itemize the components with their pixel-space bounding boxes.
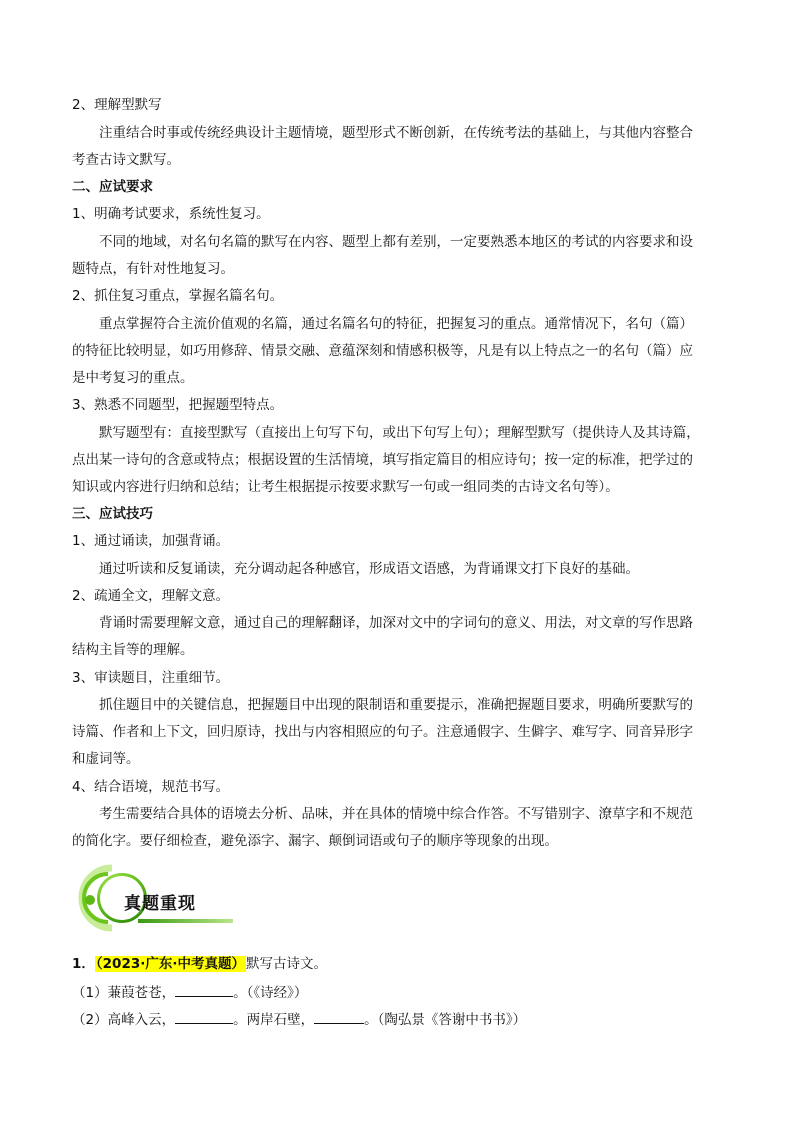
question-1-sub-2 bbox=[72, 1009, 526, 1029]
paragraph-line: 考生需要结合具体的语境去分析、品味，并在具体的情境中综合作答。不写错别字、潦草字和不规范 bbox=[99, 806, 693, 822]
item-title: 3、熟悉不同题型，把握题型特点。 bbox=[72, 397, 284, 413]
paragraph-line: 知识或内容进行归纳和总结；让考生根据提示按要求默写一句或一组同类的古诗文名句等）。 bbox=[72, 479, 619, 495]
paragraph-line: 是中考复习的重点。 bbox=[72, 370, 194, 386]
banner-title: 真题重现 bbox=[124, 894, 196, 914]
paragraph-line: 的简化字。要仔细检查，避免添字、漏字、颠倒词语或句子的顺序等现象的出现。 bbox=[72, 833, 558, 849]
section-heading-techniques: 三、应试技巧 bbox=[72, 506, 153, 522]
paragraph-line: 通过听读和反复诵读，充分调动起各种感官，形成语文语感，为背诵课文打下良好的基础。 bbox=[99, 561, 639, 577]
item-title: 3、审读题目，注重细节。 bbox=[72, 670, 230, 686]
paragraph-line: 注重结合时事或传统经典设计主题情境，题型形式不断创新，在传统考法的基础上，与其他内容整合 bbox=[99, 125, 693, 141]
paragraph-line: 重点掌握符合主流价值观的名篇，通过名篇名句的特征，把握复习的重点。通常情况下，名句（篇） bbox=[99, 316, 693, 332]
paragraph-line: 结构主旨等的理解。 bbox=[72, 642, 194, 658]
paragraph-line: 背诵时需要理解文意，通过自己的理解翻译，加深对文中的字词句的意义、用法，对文章的写作思路 bbox=[99, 615, 693, 631]
question-1-sub-1 bbox=[72, 982, 307, 1002]
question-1-header bbox=[72, 955, 327, 973]
paragraph-line: 点出某一诗句的含意或特点；根据设置的生活情境，填写指定篇目的相应诗句；按一定的标准，把学过的 bbox=[72, 452, 693, 468]
item-title: 1、通过诵读，加强背诵。 bbox=[72, 533, 230, 549]
paragraph-line: 考查古诗文默写。 bbox=[72, 152, 180, 168]
paragraph-line: 和虚词等。 bbox=[72, 751, 140, 767]
sub-question-text: （1）蒹葭苍苍， bbox=[72, 985, 176, 1001]
sub-question-text: 。（《诗经》） bbox=[233, 985, 308, 1001]
sub-question-text: （2）高峰入云， bbox=[72, 1012, 176, 1028]
item-title: 1、明确考试要求，系统性复习。 bbox=[72, 206, 270, 222]
section-heading-requirements: 二、应试要求 bbox=[72, 179, 153, 195]
paragraph-line: 题特点，有针对性地复习。 bbox=[72, 261, 234, 277]
paragraph-line: 不同的地域，对名句名篇的默写在内容、题型上都有差别，一定要熟悉本地区的考试的内容要求和设 bbox=[99, 234, 693, 250]
question-prompt: 默写古诗文。 bbox=[246, 956, 327, 972]
question-number: 1． bbox=[72, 956, 95, 972]
sub-question-text: 。两岸石壁， bbox=[233, 1012, 315, 1028]
paragraph-line: 默写题型有：直接型默写（直接出上句写下句，或出下句写上句）；理解型默写（提供诗人及其诗篇， bbox=[99, 425, 700, 441]
answer-blank[interactable] bbox=[314, 1009, 364, 1024]
item-title: 4、结合语境，规范书写。 bbox=[72, 779, 230, 795]
item-title: 2、抓住复习重点，掌握名篇名句。 bbox=[72, 288, 284, 304]
section-banner bbox=[78, 862, 238, 934]
item2-title: 2、理解型默写 bbox=[72, 97, 162, 113]
question-source-tag: （2023·广东·中考真题） bbox=[95, 956, 245, 972]
paragraph-line: 抓住题目中的关键信息，把握题目中出现的限制语和重要提示，准确把握题目要求，明确所要默写的 bbox=[99, 697, 693, 713]
sub-question-text: 。（陶弘景《答谢中书书》） bbox=[364, 1012, 527, 1028]
answer-blank[interactable] bbox=[175, 982, 233, 997]
paragraph-line: 的特征比较明显，如巧用修辞、情景交融、意蕴深刻和情感积极等，凡是有以上特点之一的名句（篇）应 bbox=[72, 343, 693, 359]
item-title: 2、疏通全文，理解文意。 bbox=[72, 588, 230, 604]
answer-blank[interactable] bbox=[175, 1009, 233, 1024]
paragraph-line: 诗篇、作者和上下文，回归原诗，找出与内容相照应的句子。注意通假字、生僻字、难写字、同音异形字 bbox=[72, 724, 693, 740]
